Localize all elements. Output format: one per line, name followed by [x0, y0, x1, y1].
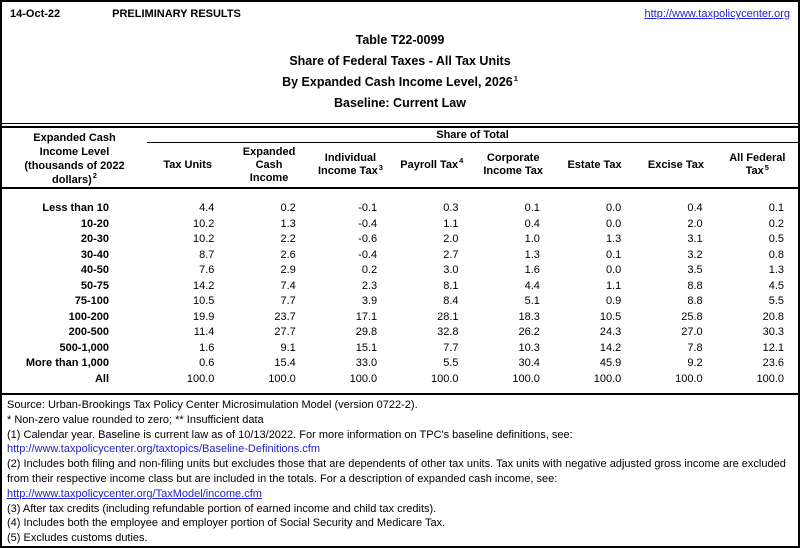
- value-cell: 26.2: [518, 326, 540, 338]
- table-number-title: Table T22-0099: [355, 33, 445, 47]
- value-cell: 33.0: [355, 357, 378, 369]
- value-cell: 100.0: [349, 372, 378, 385]
- value-cell: 0.2: [361, 264, 378, 276]
- value-cell: 28.1: [437, 310, 459, 323]
- income-level-label: All: [94, 372, 109, 385]
- value-cell: 1.1: [443, 217, 459, 230]
- value-cell: 11.4: [193, 326, 215, 338]
- value-cell: 10.5: [192, 295, 215, 307]
- footnote-line: [7, 487, 793, 502]
- value-cell: 5.5: [443, 357, 459, 369]
- value-cell: 10.2: [192, 233, 215, 245]
- footnote-line: * Non-zero value rounded to zero; ** Insufficient data: [7, 413, 264, 426]
- value-cell: 3.5: [687, 264, 703, 276]
- value-cell: 1.6: [524, 264, 540, 276]
- value-cell: 23.6: [762, 357, 784, 369]
- value-cell: 1.3: [280, 217, 296, 230]
- value-cell: 30.3: [762, 326, 784, 338]
- value-cell: 0.3: [443, 202, 459, 214]
- footnote-ref-1: 1: [513, 73, 518, 83]
- value-cell: 0.0: [605, 217, 622, 230]
- value-cell: 3.2: [687, 248, 703, 261]
- topbar: [2, 2, 798, 20]
- title-block: [2, 30, 798, 114]
- value-cell: 45.9: [599, 357, 622, 369]
- value-cell: 7.7: [280, 295, 296, 307]
- footnote-line: (1) Calendar year. Baseline is current law as of 10/13/2022. For more information on TPC's baseline definitions, see:: [7, 428, 573, 441]
- value-cell: 2.6: [280, 248, 296, 261]
- value-cell: 5.5: [768, 295, 784, 307]
- value-cell: 30.4: [518, 357, 540, 369]
- footnote-link[interactable]: http://www.taxpolicycenter.org/TaxModel/income.cfm: [7, 487, 262, 500]
- income-level-label: Less than 10: [42, 202, 109, 214]
- value-cell: -0.6: [358, 233, 378, 245]
- income-level-label: 40-50: [80, 264, 109, 276]
- table-main-title: Share of Federal Taxes - All Tax Units: [289, 54, 511, 68]
- footnote-line: (2) Includes both filing and non-filing units but excludes those that are dependents of other tax units. Tax units with negative adjusted gross income are excluded from their respective income class but are included in the totals. For a description of expanded cash income, see:: [7, 458, 786, 485]
- footnote-line: (3) After tax credits (including refundable portion of earned income and child tax credits).: [7, 502, 437, 515]
- value-cell: 27.7: [274, 326, 296, 338]
- table-row: [2, 279, 798, 295]
- income-level-label: 500-1,000: [59, 341, 109, 354]
- value-cell: 5.1: [524, 295, 540, 307]
- value-cell: 7.4: [280, 279, 296, 292]
- column-header: Tax Units: [147, 143, 228, 188]
- value-cell: 9.1: [280, 341, 296, 354]
- table-row: [2, 310, 798, 326]
- footnote-line: (5) Excludes customs duties.: [7, 532, 148, 545]
- value-cell: -0.4: [358, 217, 378, 230]
- footnote-line: (4) Includes both the employee and employer portion of Social Security and Medicare Tax.: [7, 517, 446, 530]
- income-level-column-header: Expanded Cash Income Level (thousands of 2022 dollars)$^2$: [2, 127, 147, 188]
- value-cell: 7.6: [199, 264, 215, 276]
- income-level-label: 10-20: [80, 217, 109, 230]
- column-header: Payroll Tax$^4$: [391, 143, 472, 188]
- value-cell: 100.0: [268, 372, 296, 385]
- column-header: All Federal Tax$^5$: [717, 143, 798, 188]
- column-header: Estate Tax: [554, 143, 635, 188]
- value-cell: 1.3: [524, 248, 540, 261]
- table-row: [2, 217, 798, 233]
- value-cell: 0.4: [687, 202, 703, 214]
- value-cell: 2.7: [443, 248, 459, 261]
- table-row: [2, 232, 798, 248]
- value-cell: 100.0: [756, 372, 784, 385]
- value-cell: 100.0: [430, 372, 459, 385]
- value-cell: 0.6: [199, 357, 215, 369]
- value-cell: 4.4: [199, 202, 215, 214]
- value-cell: 0.5: [768, 233, 784, 245]
- value-cell: 1.3: [605, 233, 622, 245]
- value-cell: 7.7: [443, 341, 459, 354]
- table-row: [2, 263, 798, 279]
- footnote-line: Source: Urban-Brookings Tax Policy Center Microsimulation Model (version 0722-2).: [7, 399, 418, 411]
- footnote-line: [7, 442, 793, 457]
- income-level-label: More than 1,000: [25, 357, 109, 369]
- value-cell: 10.5: [599, 310, 622, 323]
- value-cell: 2.0: [443, 233, 459, 245]
- value-cell: 27.0: [681, 326, 703, 338]
- value-cell: 14.2: [192, 279, 215, 292]
- income-level-title-text: By Expanded Cash Income Level, 2026: [282, 75, 513, 89]
- value-cell: 15.1: [355, 341, 378, 354]
- value-cell: 100.0: [186, 372, 215, 385]
- income-level-label: 20-30: [80, 233, 109, 245]
- value-cell: 2.0: [687, 217, 703, 230]
- table-row: [2, 356, 798, 372]
- column-header: Expanded Cash Income: [228, 143, 309, 188]
- value-cell: 8.8: [687, 279, 703, 292]
- value-cell: 14.2: [599, 341, 622, 354]
- value-cell: 15.4: [274, 357, 296, 369]
- value-cell: 100.0: [675, 372, 703, 385]
- value-cell: 2.2: [280, 233, 296, 245]
- value-cell: 3.9: [361, 295, 378, 307]
- table-income-level-title: [2, 72, 798, 93]
- table-row: [2, 325, 798, 341]
- value-cell: 8.4: [443, 295, 459, 307]
- value-cell: 0.1: [524, 202, 540, 214]
- value-cell: 18.3: [518, 310, 540, 323]
- value-cell: 100.0: [512, 372, 540, 385]
- value-cell: 4.4: [524, 279, 540, 292]
- column-header: Corporate Income Tax: [473, 143, 554, 188]
- value-cell: 24.3: [599, 326, 622, 338]
- value-cell: 8.7: [199, 248, 215, 261]
- table-row: [2, 372, 798, 395]
- table-row: [2, 294, 798, 310]
- income-level-label: 100-200: [68, 310, 109, 323]
- value-cell: 12.1: [762, 341, 784, 354]
- table-body: [2, 188, 798, 394]
- value-cell: 8.1: [443, 279, 459, 292]
- value-cell: 0.4: [524, 217, 540, 230]
- data-table: [2, 126, 798, 395]
- column-header: Individual Income Tax$^3$: [310, 143, 391, 188]
- income-level-label: 75-100: [74, 295, 109, 307]
- value-cell: 10.2: [192, 217, 215, 230]
- value-cell: 0.0: [605, 264, 622, 276]
- value-cell: 29.8: [355, 326, 378, 338]
- value-cell: 20.8: [762, 310, 784, 323]
- footnotes: [2, 395, 798, 546]
- column-header: Excise Tax: [635, 143, 716, 188]
- income-level-label: 50-75: [80, 279, 109, 292]
- value-cell: 25.8: [681, 310, 703, 323]
- value-cell: 32.8: [437, 326, 459, 338]
- value-cell: 0.9: [605, 295, 622, 307]
- group-header-row: [2, 127, 798, 143]
- value-cell: -0.1: [358, 202, 378, 214]
- taxpolicycenter-home-link[interactable]: http://www.taxpolicycenter.org: [644, 8, 790, 20]
- value-cell: 7.8: [687, 341, 703, 354]
- value-cell: 1.1: [605, 279, 622, 292]
- baseline-title: Baseline: Current Law: [334, 96, 466, 110]
- value-cell: -0.4: [358, 248, 378, 261]
- value-cell: 0.2: [280, 202, 296, 214]
- value-cell: 19.9: [192, 310, 215, 323]
- footnote-link[interactable]: http://www.taxpolicycenter.org/taxtopics/Baseline-Definitions.cfm: [7, 443, 321, 456]
- table-row: [2, 188, 798, 217]
- value-cell: 1.0: [524, 233, 540, 245]
- value-cell: 17.1: [355, 310, 378, 323]
- value-cell: 0.1: [768, 202, 784, 214]
- value-cell: 3.0: [443, 264, 459, 276]
- value-cell: 0.2: [768, 217, 784, 230]
- table-row: [2, 341, 798, 357]
- value-cell: 8.8: [687, 295, 703, 307]
- value-cell: 100.0: [593, 372, 622, 385]
- report-date: 14-Oct-22: [10, 8, 61, 20]
- value-cell: 9.2: [687, 357, 703, 369]
- share-of-total-header: Share of Total: [147, 127, 798, 143]
- value-cell: 23.7: [274, 310, 296, 323]
- preliminary-results-label: PRELIMINARY RESULTS: [112, 8, 241, 20]
- income-level-label: 30-40: [80, 248, 109, 261]
- value-cell: 1.6: [199, 341, 215, 354]
- value-cell: 0.1: [605, 248, 622, 261]
- value-cell: 3.1: [687, 233, 703, 245]
- value-cell: 2.3: [361, 279, 378, 292]
- value-cell: 1.3: [768, 264, 784, 276]
- income-level-label: 200-500: [68, 326, 109, 338]
- value-cell: 2.9: [280, 264, 296, 276]
- value-cell: 4.5: [768, 279, 784, 292]
- value-cell: 0.8: [768, 248, 784, 261]
- value-cell: 0.0: [605, 202, 622, 214]
- value-cell: 10.3: [518, 341, 540, 354]
- data-table-wrap: [2, 123, 798, 395]
- table-row: [2, 248, 798, 264]
